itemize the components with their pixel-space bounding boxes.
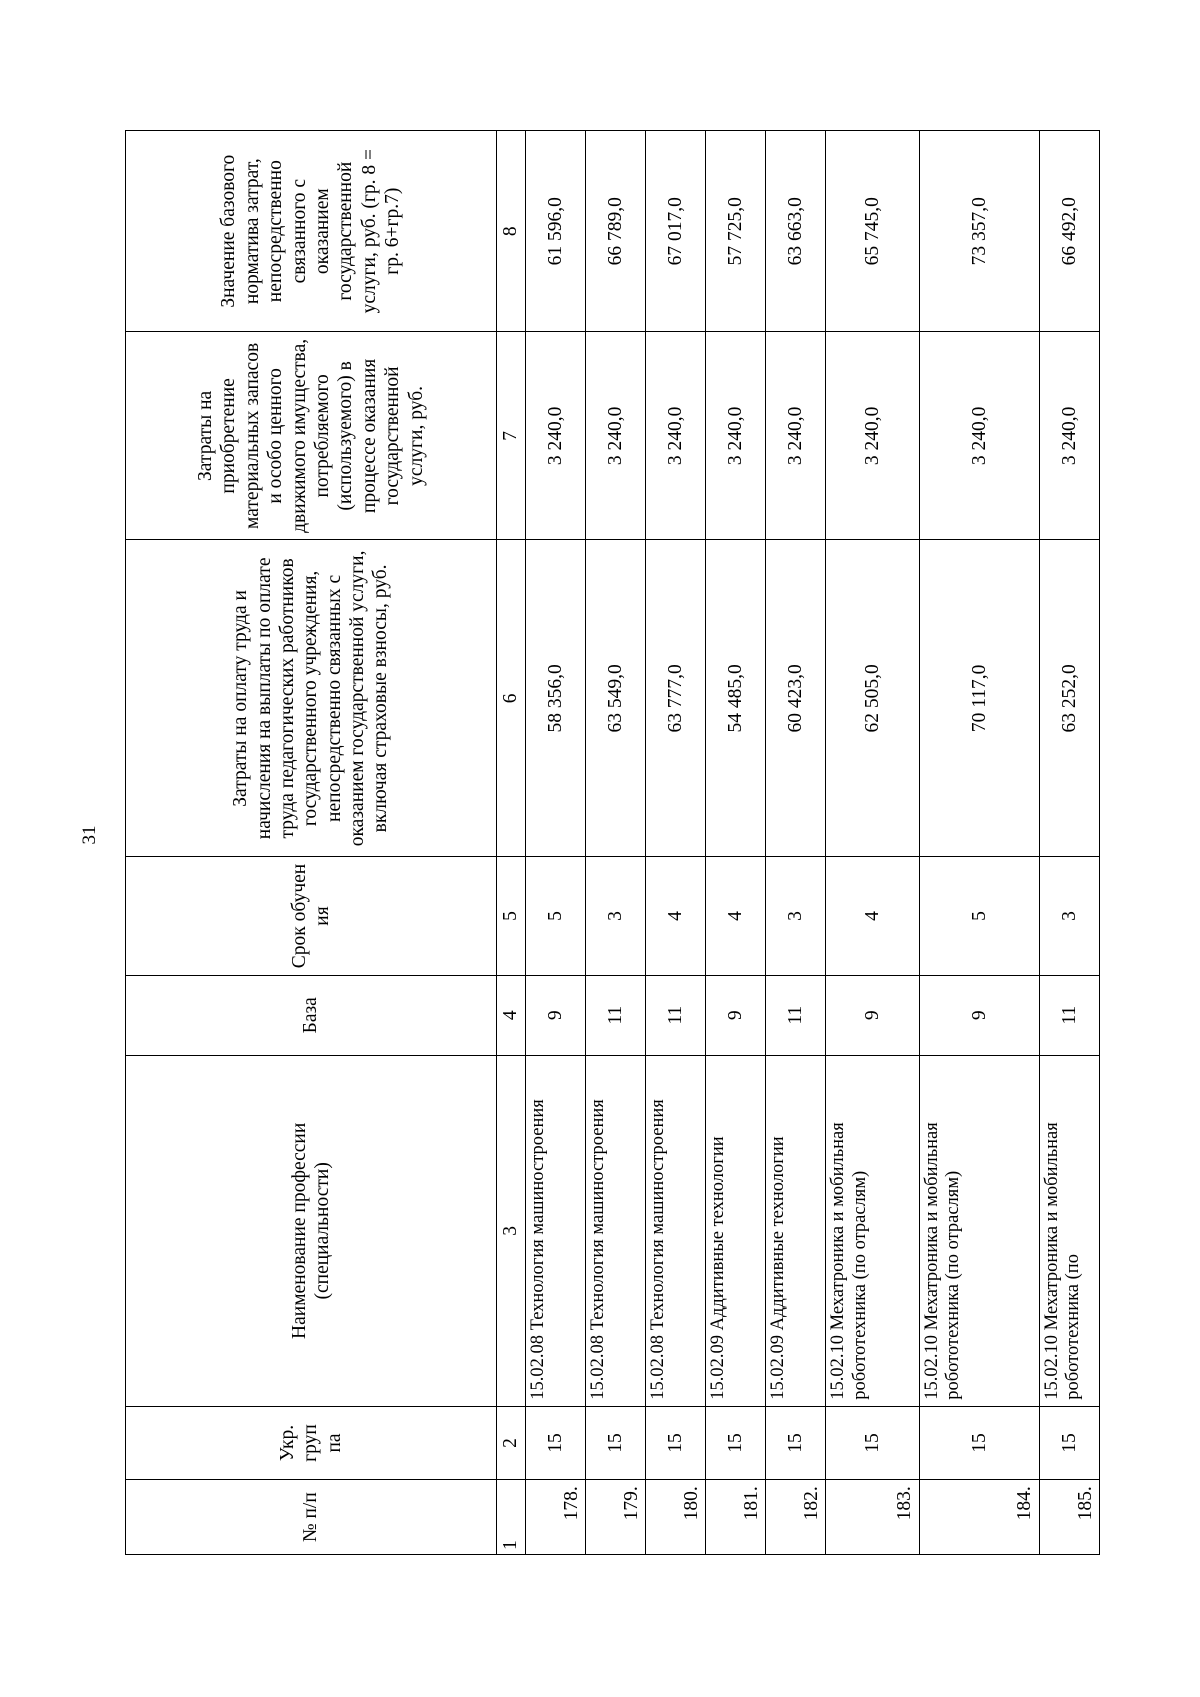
total-cost-cell: 67 017,0: [646, 131, 706, 332]
header-cell: Наименование профессии (специальности): [126, 1055, 497, 1406]
column-number-cell: 5: [497, 857, 526, 975]
group-cell: 15: [766, 1406, 826, 1479]
table-row: [706, 131, 766, 1555]
total-cost-cell: 73 357,0: [919, 131, 1039, 332]
total-cost-cell: 61 596,0: [526, 131, 586, 332]
table-row: [919, 131, 1039, 1555]
column-number-cell: 3: [497, 1055, 526, 1406]
materials-cost-cell: 3 240,0: [1039, 332, 1099, 540]
term-cell: 3: [1039, 857, 1099, 975]
materials-cost-cell: 3 240,0: [919, 332, 1039, 540]
column-number-cell: 6: [497, 540, 526, 857]
profession-name-cell: 15.02.09 Аддитивные технологии: [706, 1055, 766, 1406]
base-cell: 11: [646, 975, 706, 1055]
materials-cost-cell: 3 240,0: [766, 332, 826, 540]
table-row: [646, 131, 706, 1555]
profession-name-cell: 15.02.08 Технология машиностроения: [646, 1055, 706, 1406]
header-cell: Значение базового норматива затрат, непосредственно связанного с оказанием государственной услуги, руб. (гр. 8 = гр. 6+гр.7): [126, 131, 497, 332]
group-cell: 15: [586, 1406, 646, 1479]
row-number: 182.: [766, 1480, 826, 1555]
group-cell: 15: [826, 1406, 919, 1479]
header-cell: База: [126, 975, 497, 1055]
term-cell: 4: [826, 857, 919, 975]
header-cell: № п/п: [126, 1480, 497, 1555]
labor-cost-cell: 60 423,0: [766, 540, 826, 857]
cost-norms-table: [125, 130, 1100, 1555]
table-row: [826, 131, 919, 1555]
profession-name-cell: 15.02.08 Технология машиностроения: [526, 1055, 586, 1406]
term-cell: 3: [766, 857, 826, 975]
total-cost-cell: 63 663,0: [766, 131, 826, 332]
table-row: [586, 131, 646, 1555]
profession-name-cell: 15.02.10 Мехатроника и мобильная робототехника (по отраслям): [919, 1055, 1039, 1406]
header-cell: Укр. груп па: [126, 1406, 497, 1479]
total-cost-cell: 66 492,0: [1039, 131, 1099, 332]
term-cell: 3: [586, 857, 646, 975]
materials-cost-cell: 3 240,0: [826, 332, 919, 540]
header-row: [126, 131, 497, 1555]
base-cell: 11: [586, 975, 646, 1055]
term-cell: 5: [919, 857, 1039, 975]
profession-name-cell: 15.02.08 Технология машиностроения: [586, 1055, 646, 1406]
table-row: [766, 131, 826, 1555]
column-number-cell: 7: [497, 332, 526, 540]
total-cost-cell: 57 725,0: [706, 131, 766, 332]
materials-cost-cell: 3 240,0: [646, 332, 706, 540]
total-cost-cell: 65 745,0: [826, 131, 919, 332]
term-cell: 5: [526, 857, 586, 975]
term-cell: 4: [706, 857, 766, 975]
row-number: 184.: [919, 1480, 1039, 1555]
labor-cost-cell: 63 549,0: [586, 540, 646, 857]
labor-cost-cell: 62 505,0: [826, 540, 919, 857]
group-cell: 15: [646, 1406, 706, 1479]
labor-cost-cell: 58 356,0: [526, 540, 586, 857]
base-cell: 9: [919, 975, 1039, 1055]
group-cell: 15: [526, 1406, 586, 1479]
column-number-cell: 1: [497, 1480, 526, 1555]
materials-cost-cell: 3 240,0: [586, 332, 646, 540]
row-number: 179.: [586, 1480, 646, 1555]
group-cell: 15: [919, 1406, 1039, 1479]
row-number: 178.: [526, 1480, 586, 1555]
labor-cost-cell: 54 485,0: [706, 540, 766, 857]
group-cell: 15: [706, 1406, 766, 1479]
header-cell: Срок обучен ия: [126, 857, 497, 975]
profession-name-cell: 15.02.10 Мехатроника и мобильная робототехника (по: [1039, 1055, 1099, 1406]
base-cell: 11: [766, 975, 826, 1055]
base-cell: 9: [706, 975, 766, 1055]
materials-cost-cell: 3 240,0: [706, 332, 766, 540]
table-row: [526, 131, 586, 1555]
column-number-cell: 8: [497, 131, 526, 332]
base-cell: 9: [826, 975, 919, 1055]
table-container: [125, 130, 1100, 1555]
base-cell: 9: [526, 975, 586, 1055]
table-row: [1039, 131, 1099, 1555]
total-cost-cell: 66 789,0: [586, 131, 646, 332]
row-number: 181.: [706, 1480, 766, 1555]
column-number-row: [497, 131, 526, 1555]
term-cell: 4: [646, 857, 706, 975]
column-number-cell: 4: [497, 975, 526, 1055]
row-number: 180.: [646, 1480, 706, 1555]
profession-name-cell: 15.02.09 Аддитивные технологии: [766, 1055, 826, 1406]
labor-cost-cell: 63 777,0: [646, 540, 706, 857]
profession-name-cell: 15.02.10 Мехатроника и мобильная робототехника (по отраслям): [826, 1055, 919, 1406]
row-number: 183.: [826, 1480, 919, 1555]
labor-cost-cell: 63 252,0: [1039, 540, 1099, 857]
header-cell: Затраты на приобретение материальных запасов и особо ценного движимого имущества, потребляемого (используемого) в процессе оказания государственной услуги, руб.: [126, 332, 497, 540]
header-cell: Затраты на оплату труда и начисления на выплаты по оплате труда педагогических работников государственного учреждения, непосредственно связанных с оказанием государственной услуги, включая страховые взносы, руб.: [126, 540, 497, 857]
base-cell: 11: [1039, 975, 1099, 1055]
page-number: 31: [79, 825, 100, 845]
group-cell: 15: [1039, 1406, 1099, 1479]
labor-cost-cell: 70 117,0: [919, 540, 1039, 857]
row-number: 185.: [1039, 1480, 1099, 1555]
materials-cost-cell: 3 240,0: [526, 332, 586, 540]
column-number-cell: 2: [497, 1406, 526, 1479]
